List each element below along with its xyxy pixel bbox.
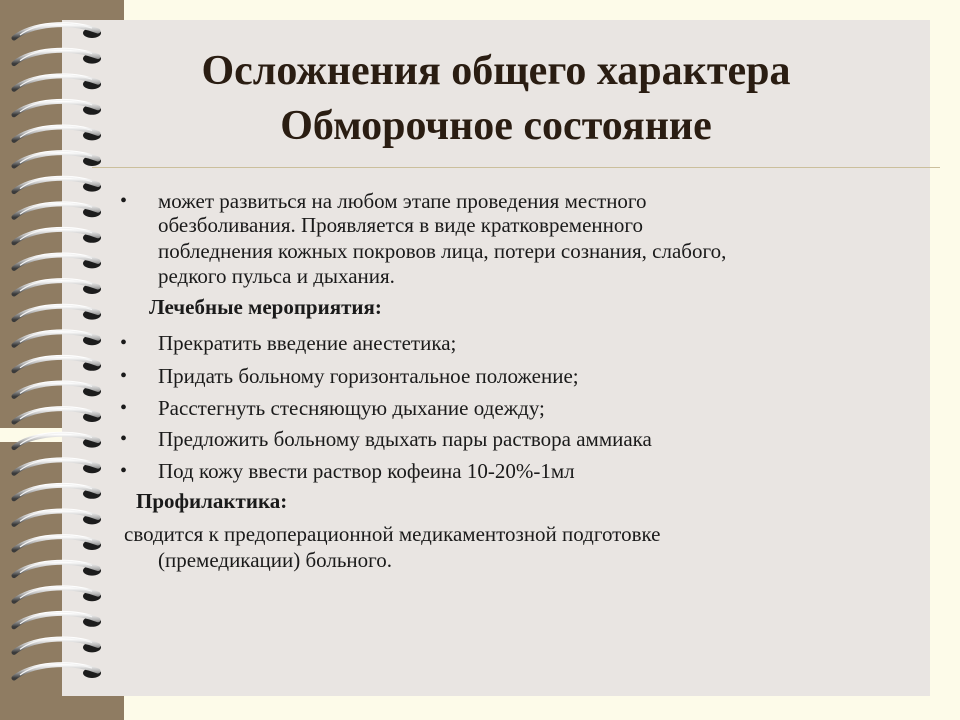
title-line-2: Обморочное состояние [280, 103, 712, 149]
intro-line-4: редкого пульса и дыхания. [158, 264, 395, 288]
treatment-item-1: Прекратить введение анестетика; [158, 331, 457, 355]
prevention-heading: Профилактика: [136, 489, 288, 513]
treatment-heading: Лечебные мероприятия: [149, 295, 382, 319]
prevention-line-1: сводится к предоперационной медикаментозной подготовке [124, 522, 661, 546]
treatment-item-4: Предложить больному вдыхать пары раствора аммиака [158, 427, 652, 451]
intro-line-2: обезболивания. Проявляется в виде кратковременного [158, 213, 643, 237]
bullet-marker: • [120, 397, 128, 419]
bullet-marker: • [120, 190, 128, 212]
treatment-item-5: Под кожу ввести раствор кофеина 10-20%-1мл [158, 459, 575, 483]
bullet-marker: • [120, 428, 128, 450]
bullet-marker: • [120, 460, 128, 482]
intro-line-1: может развиться на любом этапе проведения местного [158, 189, 647, 213]
treatment-item-2: Придать больному горизонтальное положение; [158, 364, 579, 388]
title-line-1: Осложнения общего характера [201, 48, 791, 94]
intro-line-3: побледнения кожных покровов лица, потери сознания, слабого, [158, 239, 727, 263]
bullet-marker: • [120, 365, 128, 387]
bullet-marker: • [120, 332, 128, 354]
prevention-line-2: (премедикации) больного. [158, 548, 393, 572]
treatment-item-3: Расстегнуть стесняющую дыхание одежду; [158, 396, 545, 420]
